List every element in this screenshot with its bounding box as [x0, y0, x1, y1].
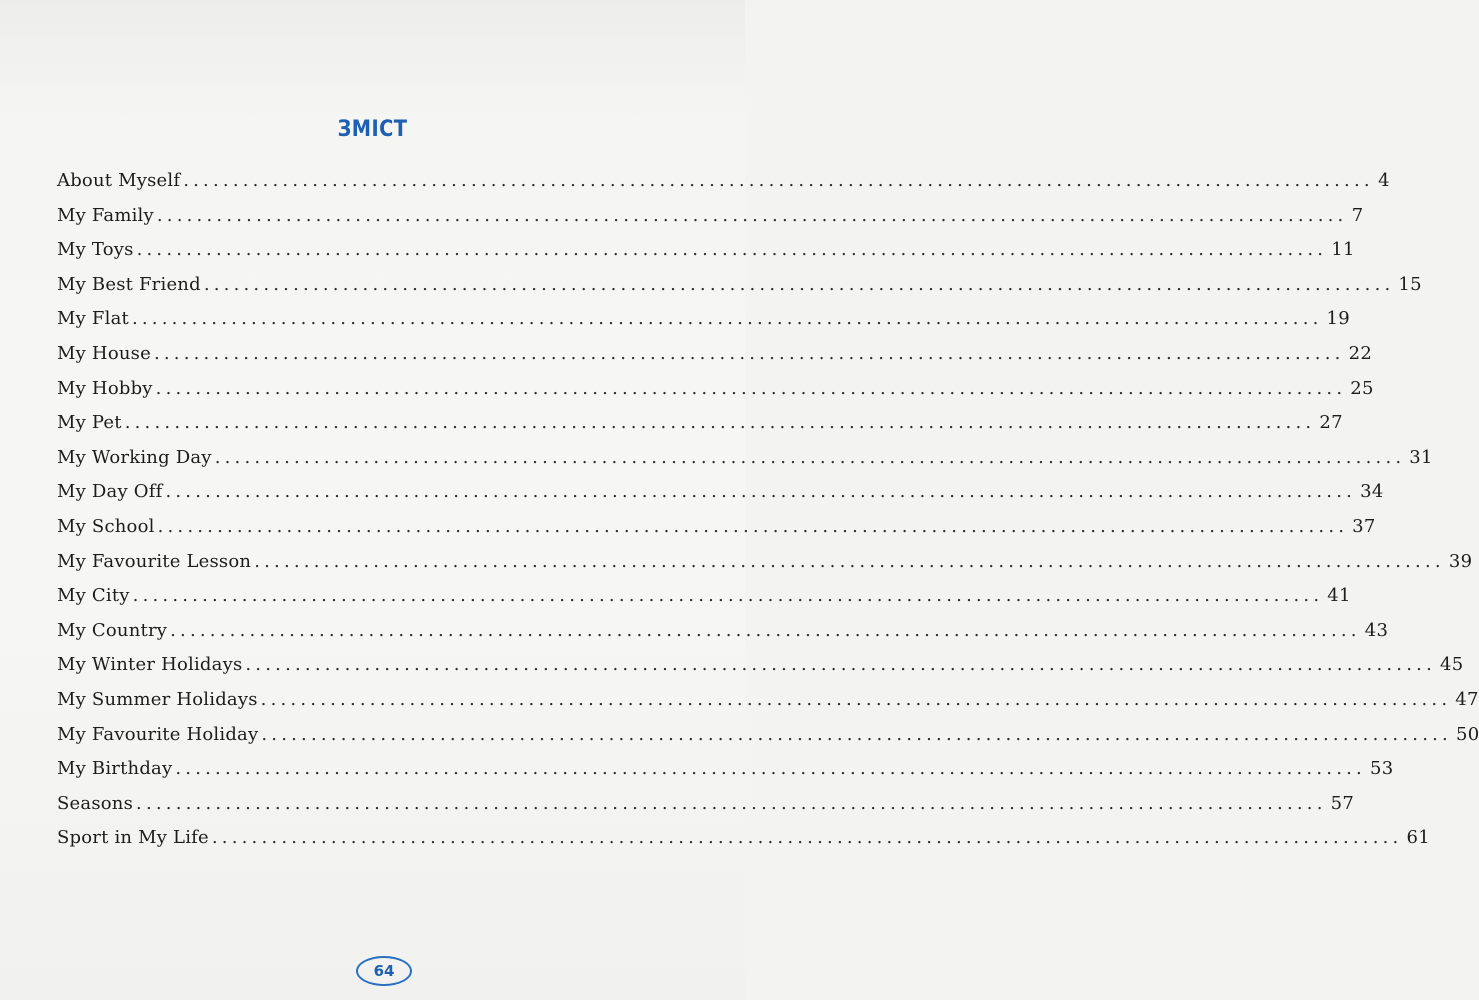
toc-entry-page: 50 [1455, 723, 1479, 745]
dot-leader: ........................................................................................................................ [203, 273, 1395, 295]
toc-entry[interactable] [57, 579, 1351, 614]
toc-entry[interactable] [57, 545, 1473, 580]
page-number-badge [356, 956, 412, 986]
dot-leader: ........................................................................................................................ [156, 204, 1348, 226]
toc-entry-label: My Best Friend [57, 273, 201, 295]
toc-entry-label: My Winter Holidays [57, 654, 243, 676]
page-number: 64 [373, 962, 395, 980]
toc-entry[interactable] [57, 441, 1433, 476]
toc-entry[interactable] [57, 164, 1390, 199]
toc-entry-page: 43 [1364, 619, 1389, 641]
toc-entry[interactable] [57, 648, 1464, 683]
toc-entry-page: 34 [1360, 481, 1384, 503]
toc-entry-label: My City [57, 585, 130, 607]
toc-entry[interactable] [57, 337, 1373, 372]
toc-entry-page: 7 [1351, 204, 1364, 226]
toc-entry-label: My Hobby [57, 377, 153, 399]
toc-entry-page: 11 [1331, 239, 1355, 261]
toc-entry-page: 47 [1455, 688, 1479, 710]
toc-entry-page: 31 [1409, 446, 1433, 468]
dot-leader: ........................................................................................................................ [155, 377, 1347, 399]
toc-entry[interactable] [57, 614, 1389, 649]
toc-entry[interactable] [57, 510, 1376, 545]
toc-entry-label: My Pet [57, 412, 122, 434]
toc-entry[interactable] [57, 199, 1364, 234]
toc-entry[interactable] [57, 787, 1355, 822]
dot-leader: ........................................................................................................................ [124, 412, 1316, 434]
toc-entry-label: About Myself [57, 170, 181, 191]
toc-entry[interactable] [57, 752, 1394, 787]
toc-entry-label: My Favourite Lesson [57, 550, 252, 572]
toc-entry[interactable] [57, 683, 1479, 718]
dot-leader: ........................................................................................................................ [211, 827, 1403, 849]
toc-entry-page: 53 [1369, 758, 1394, 780]
toc-entry-label: My Family [57, 204, 154, 226]
dot-leader: ........................................................................................................................ [254, 550, 1445, 572]
toc-entry-page: 57 [1330, 792, 1355, 814]
toc-entry-page: 19 [1326, 308, 1351, 330]
dot-leader: ........................................................................................................................ [136, 239, 1328, 261]
toc-entry[interactable] [57, 302, 1351, 337]
dot-leader: ........................................................................................................................ [132, 585, 1324, 607]
toc-entry-label: My Flat [57, 308, 129, 330]
toc-entry-label: My Toys [57, 239, 134, 261]
toc-entry[interactable] [57, 821, 1430, 856]
toc-entry[interactable] [57, 268, 1422, 303]
dot-leader: ........................................................................................................................ [170, 619, 1361, 641]
toc-entry[interactable] [57, 372, 1374, 407]
toc-entry-label: My Day Off [57, 481, 163, 503]
toc-entry-label: My Working Day [57, 446, 212, 468]
toc-entry-label: Seasons [57, 792, 134, 814]
dot-leader: ........................................................................................................................ [175, 758, 1366, 780]
toc-entry[interactable] [57, 406, 1343, 441]
toc-entry-label: My School [57, 515, 155, 537]
toc-entry-label: My Summer Holidays [57, 688, 258, 710]
toc-entry[interactable] [57, 475, 1384, 510]
toc-entry-label: My House [57, 342, 151, 364]
toc-entry-label: Sport in My Life [57, 827, 209, 849]
toc-entry-page: 22 [1348, 342, 1373, 364]
dot-leader: ........................................................................................................................ [153, 342, 1345, 364]
toc-entry-page: 4 [1378, 170, 1390, 191]
dot-leader: ........................................................................................................................ [261, 723, 1452, 745]
toc-entry-page: 41 [1327, 585, 1351, 607]
toc-entry-page: 61 [1406, 827, 1430, 849]
toc-entry-page: 39 [1448, 550, 1473, 572]
dot-leader: ........................................................................................................................ [136, 792, 1327, 814]
dot-leader: ........................................................................................................................ [157, 515, 1349, 537]
toc-entry-label: My Country [57, 619, 168, 641]
dot-leader: ........................................................................................................................ [165, 481, 1357, 503]
toc-entry-page: 27 [1319, 412, 1343, 434]
dot-leader: ........................................................................................................................ [214, 446, 1406, 468]
table-of-contents [57, 164, 1479, 856]
dot-leader: ........................................................................................................................ [131, 308, 1323, 330]
dot-leader: ........................................................................................................................ [183, 170, 1374, 191]
dot-leader: ........................................................................................................................ [245, 654, 1436, 676]
toc-entry-page: 15 [1398, 273, 1422, 295]
toc-entry-page: 37 [1352, 515, 1376, 537]
toc-entry-label: My Favourite Holiday [57, 723, 259, 745]
toc-entry[interactable] [57, 233, 1355, 268]
contents-title: ЗМІСТ [337, 117, 408, 142]
toc-entry-page: 45 [1440, 654, 1464, 676]
dot-leader: ........................................................................................................................ [260, 688, 1452, 710]
toc-entry[interactable] [57, 718, 1479, 753]
toc-entry-page: 25 [1350, 377, 1374, 399]
toc-entry-label: My Birthday [57, 758, 173, 780]
